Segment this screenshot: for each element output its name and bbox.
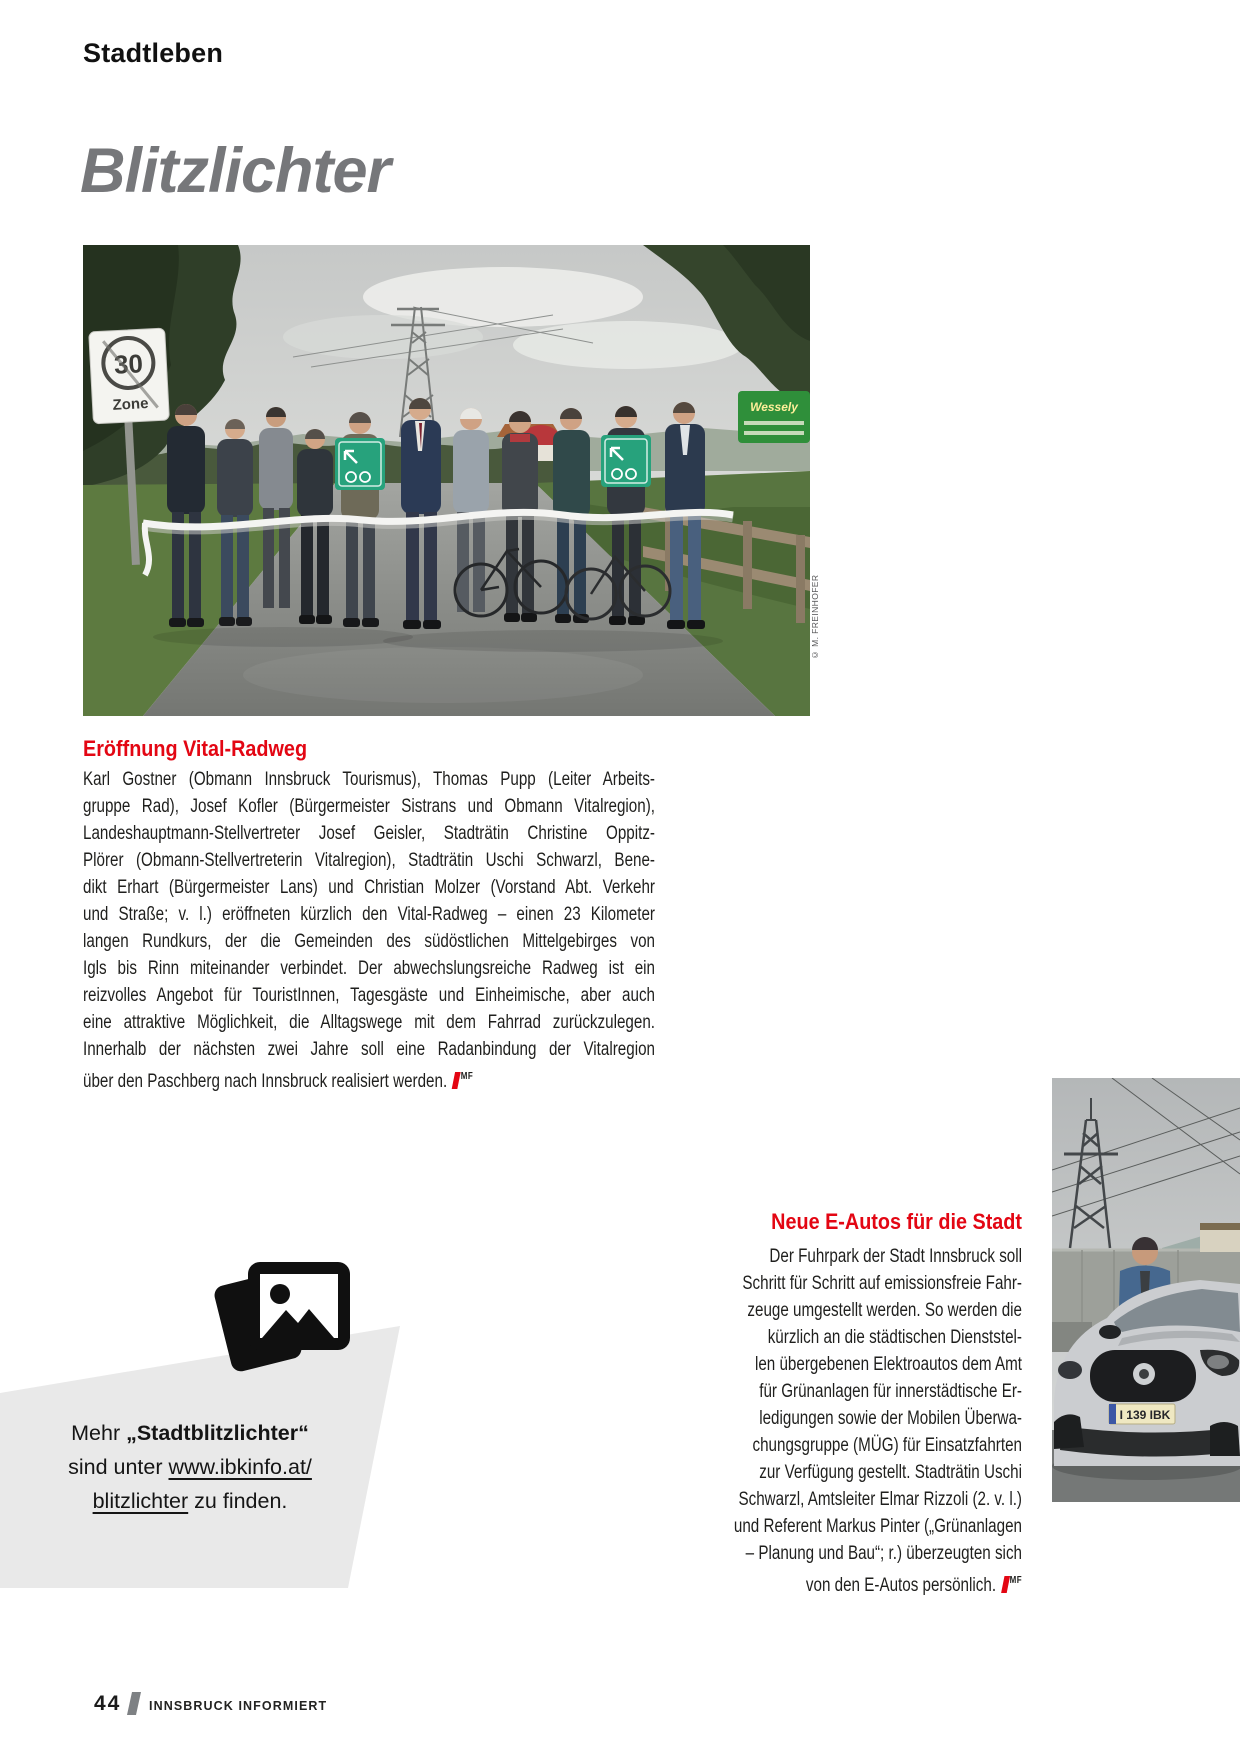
body-line: Karl Gostner (Obmann Innsbruck Tourismus), Thomas Pupp (Leiter Arbeits- <box>83 769 655 790</box>
bike-route-sign <box>335 438 385 490</box>
body-line: und Referent Markus Pinter („Grünanlagen <box>733 1516 1022 1537</box>
red-slash-mark <box>452 1072 461 1089</box>
author-initials: MF <box>460 1071 474 1082</box>
body-line: langen Rundkurs, der die Gemeinden des südöstlichen Mittelgebirges von <box>83 931 655 952</box>
blitzlichter-link[interactable]: blitzlichter <box>92 1489 189 1513</box>
body-line: len übergebenen Elektroautos dem Amt <box>754 1354 1022 1375</box>
body-line: chungsgruppe (MÜG) für Einsatzfahrten <box>752 1435 1022 1456</box>
body-line: eine attraktive Möglichkeit, die Alltagswege mit dem Fahrrad zurückzulegen. <box>83 1012 655 1033</box>
svg-text:30: 30 <box>113 348 144 380</box>
gray-slash-mark <box>127 1692 141 1715</box>
footer-magazine-name: INNSBRUCK INFORMIERT <box>149 1699 328 1713</box>
body-line: gruppe Rad), Josef Kofler (Bürgermeister Sistrans und Obmann Vitalregion), <box>83 796 655 817</box>
svg-text:Wessely: Wessely <box>750 400 798 414</box>
body-line: kürzlich an die städtischen Dienststel- <box>767 1327 1022 1348</box>
page-title: Blitzlichter <box>80 136 391 206</box>
photos-icon <box>212 1256 357 1381</box>
body-line: zur Verfügung gestellt. Stadträtin Uschi <box>759 1462 1022 1483</box>
article-heading-radweg: Eröffnung Vital-Radweg <box>83 736 308 761</box>
body-line: reizvolles Angebot für TouristInnen, Tagesgäste und Einheimische, aber auch <box>83 985 655 1006</box>
article-body-eautos <box>610 1243 1022 1599</box>
promo-bold-title: „Stadtblitzlichter“ <box>126 1421 309 1445</box>
body-line: – Planung und Bau“; r.) überzeugten sich <box>745 1543 1022 1564</box>
building <box>1200 1223 1240 1252</box>
body-line: ledigungen sowie der Mobilen Überwa- <box>759 1408 1022 1429</box>
body-line: Igls bis Rinn miteinander verbindet. Der abwechslungsreiche Radweg ist ein <box>83 958 655 979</box>
article-heading-eautos: Neue E-Autos für die Stadt <box>771 1209 1022 1234</box>
author-initials: MF <box>1009 1575 1022 1586</box>
body-line-text: über den Paschberg nach Innsbruck realisiert werden. <box>83 1071 448 1092</box>
red-slash-mark <box>1001 1576 1010 1593</box>
eauto-photo <box>1052 1078 1240 1502</box>
body-line: Innerhalb der nächsten zwei Jahre soll eine Radanbindung der Vitalregion <box>83 1039 655 1060</box>
radweg-opening-photo <box>83 245 810 716</box>
body-line: Der Fuhrpark der Stadt Innsbruck soll <box>769 1246 1022 1267</box>
inn-sign <box>738 391 810 443</box>
footer-page-number: 44 <box>94 1692 122 1715</box>
body-line-text: von den E-Autos persönlich. <box>805 1575 997 1596</box>
promo-line <box>0 1450 380 1484</box>
body-line: Schwarzl, Amtsleiter Elmar Rizzoli (2. v. l.) <box>738 1489 1022 1510</box>
promo-text <box>0 1416 380 1518</box>
body-line: zeuge umgestellt werden. So werden die <box>747 1300 1022 1321</box>
promo-suffix: zu finden. <box>188 1489 288 1513</box>
svg-text:Zone: Zone <box>112 394 149 414</box>
body-line: dikt Erhart (Bürgermeister Lans) und Christian Molzer (Vorstand Abt. Verkehr <box>83 877 655 898</box>
bike-route-sign <box>601 435 651 487</box>
body-line <box>610 1567 1022 1599</box>
svg-text:I 139 IBK: I 139 IBK <box>1119 1408 1171 1422</box>
promo-prefix: Mehr <box>71 1421 127 1445</box>
promo-prefix: sind unter <box>68 1455 169 1479</box>
body-line: und Straße; v. l.) eröffneten kürzlich den Vital-Radweg – einen 23 Kilometer <box>83 904 655 925</box>
body-line <box>83 1063 655 1095</box>
ibkinfo-link[interactable]: www.ibkinfo.at/ <box>168 1455 312 1479</box>
body-line: für Grünanlagen für innerstädtische Er- <box>759 1381 1022 1402</box>
body-line: Plörer (Obmann-Stellvertreterin Vitalregion), Stadträtin Uschi Schwarzl, Bene- <box>83 850 655 871</box>
body-line: Landeshauptmann-Stellvertreter Josef Geisler, Stadträtin Christine Oppitz- <box>83 823 655 844</box>
article-body-radweg <box>83 766 655 1095</box>
license-plate <box>1109 1404 1175 1424</box>
section-label: Stadtleben <box>83 38 224 68</box>
promo-line <box>0 1484 380 1518</box>
photo-credit: © M. FREINHOFER <box>810 574 820 660</box>
promo-line <box>0 1416 380 1450</box>
body-line: Schritt für Schritt auf emissionsfreie Fahr- <box>742 1273 1022 1294</box>
